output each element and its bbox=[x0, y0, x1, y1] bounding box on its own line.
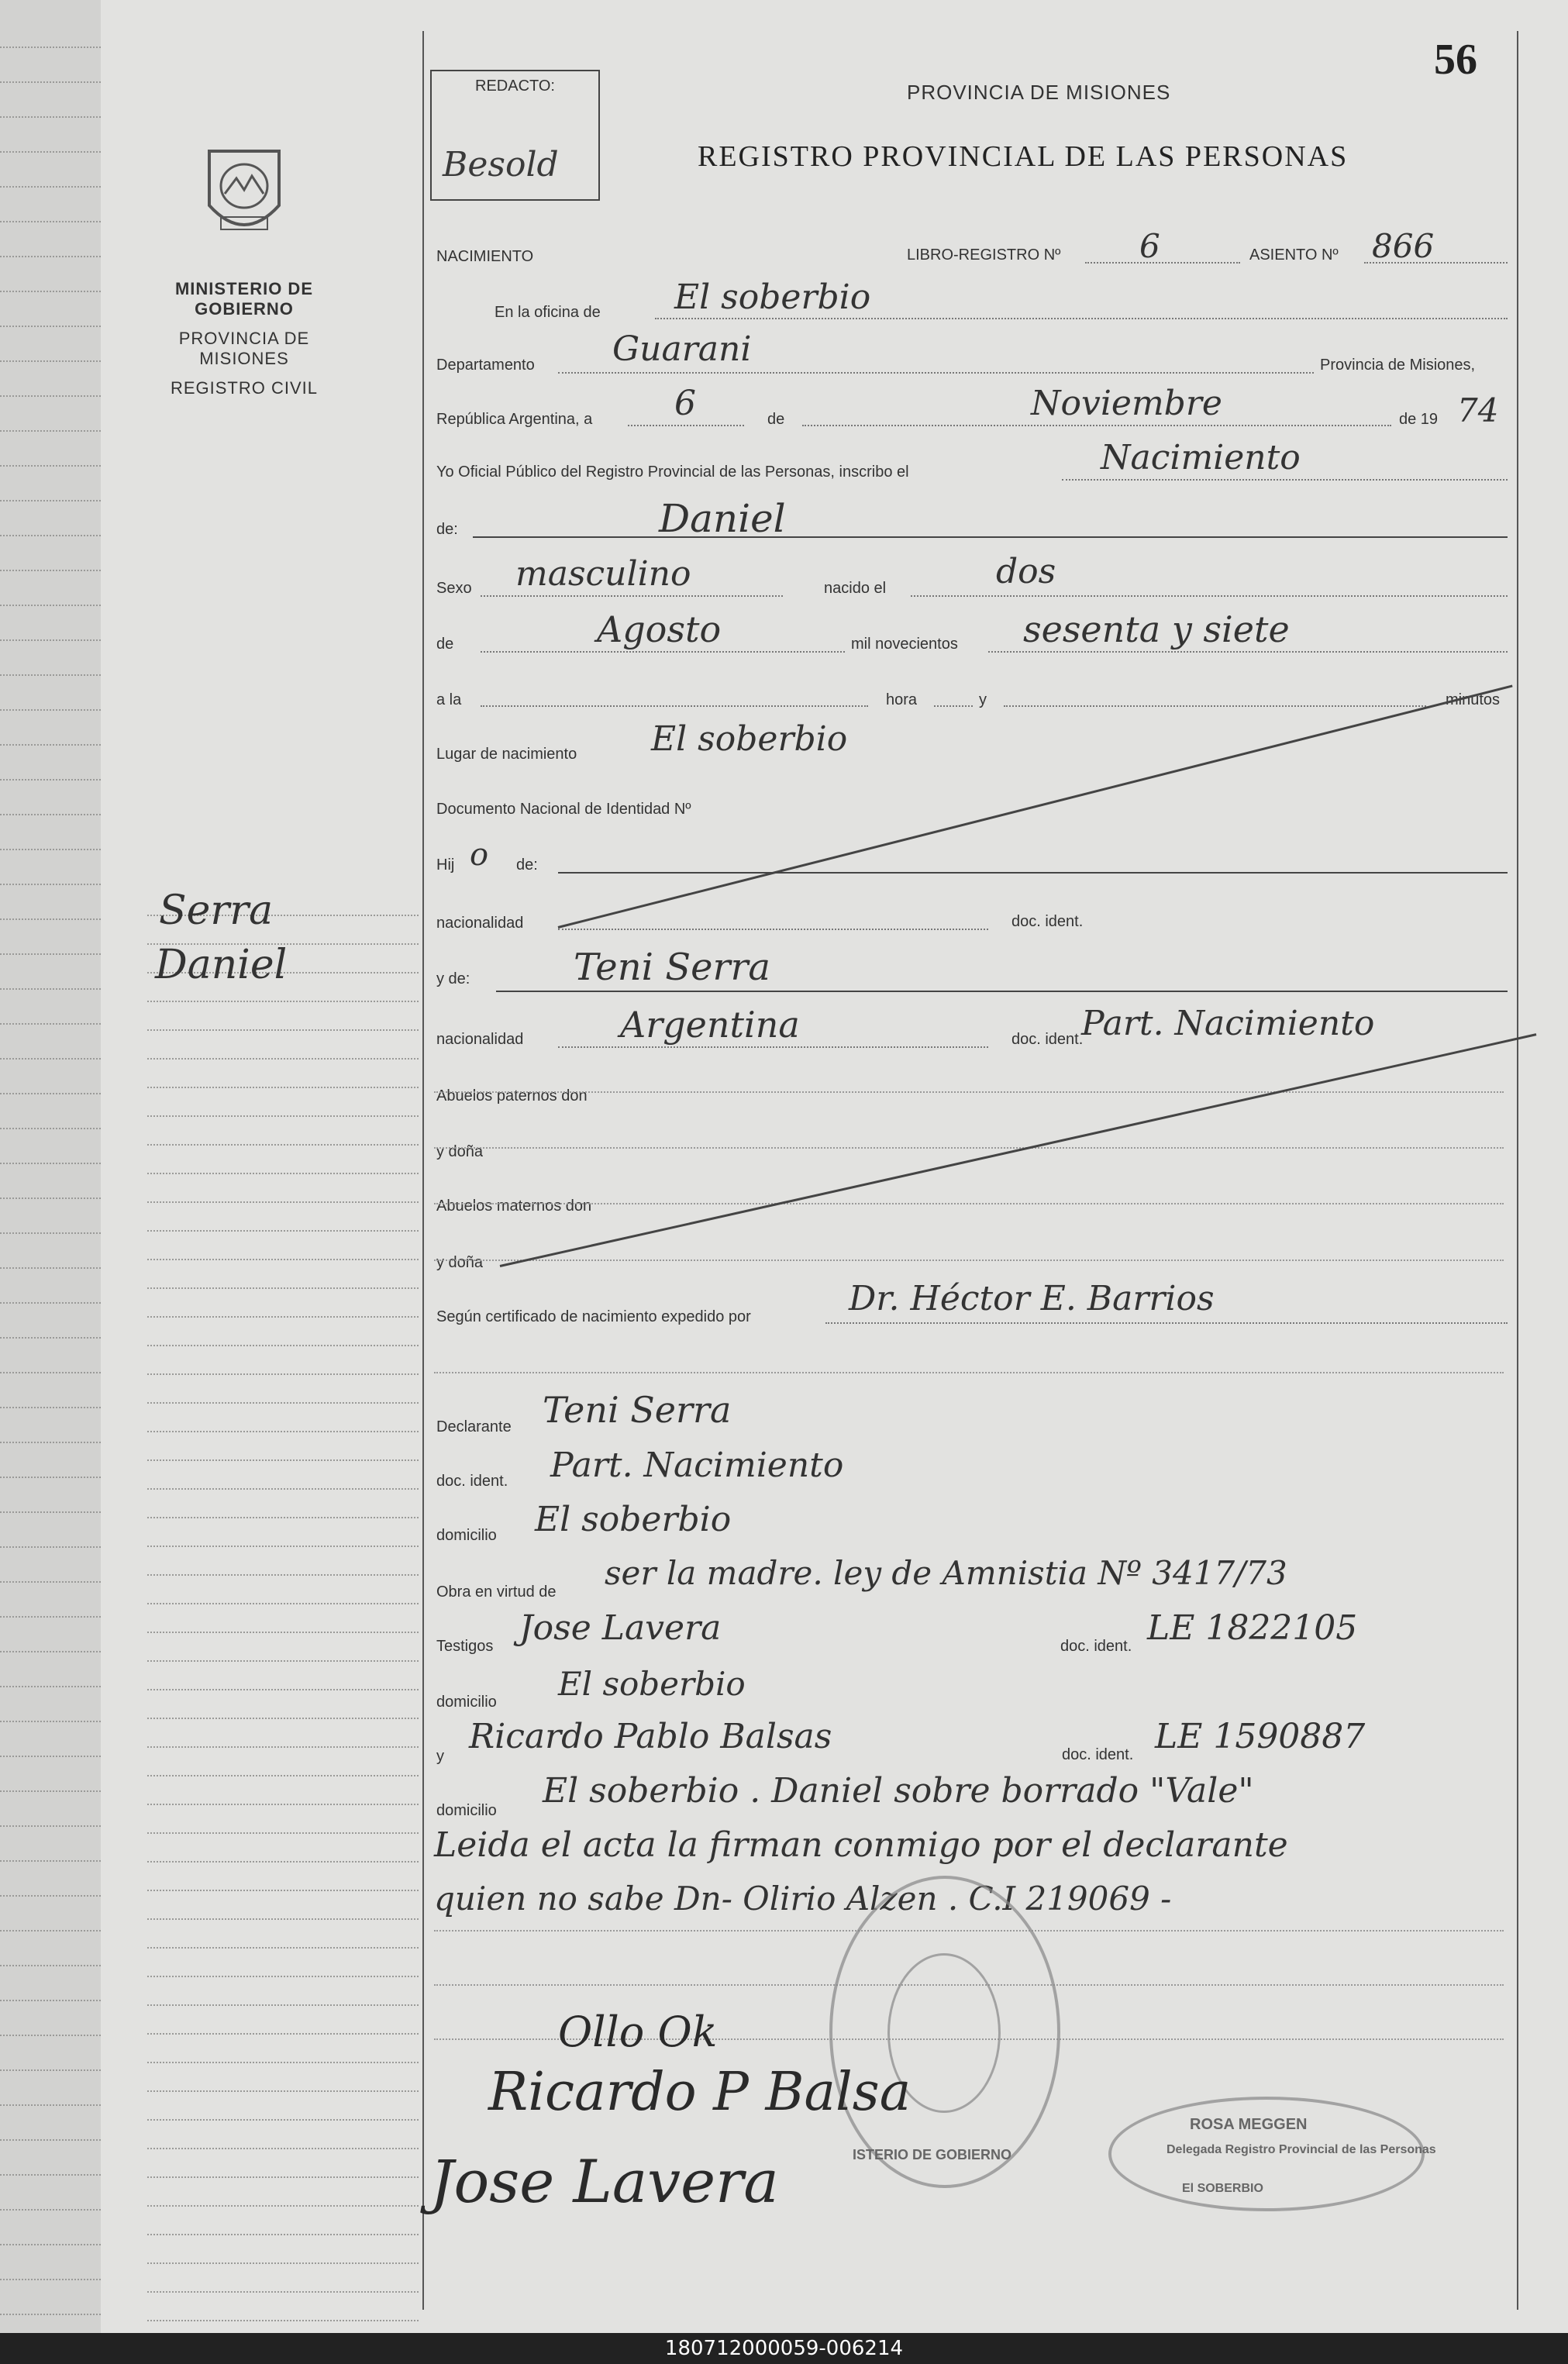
strip-line bbox=[0, 291, 101, 293]
de-label-1: de bbox=[767, 411, 785, 428]
strip-line bbox=[0, 918, 101, 921]
registry-title: REGISTRO PROVINCIAL DE LAS PERSONAS bbox=[698, 140, 1349, 173]
oficina-line bbox=[655, 318, 1508, 319]
strip-line bbox=[0, 1616, 101, 1618]
y-de-madre-label: y de: bbox=[436, 970, 470, 987]
declarante-domicilio-label: domicilio bbox=[436, 1527, 497, 1544]
form-ruled-line bbox=[434, 1372, 1504, 1373]
strip-line bbox=[0, 2035, 101, 2037]
testigo-1-domicilio-value: El soberbio bbox=[558, 1665, 746, 1703]
sexo-line bbox=[481, 595, 783, 597]
margin-line bbox=[147, 1976, 419, 1977]
margin-line bbox=[147, 2205, 419, 2207]
testigo-2-domicilio-value: El soberbio . Daniel sobre borrado "Vale" bbox=[543, 1771, 1254, 1811]
strip-line bbox=[0, 1232, 101, 1235]
stamp-bottom-text: ISTERIO DE GOBIERNO bbox=[853, 2147, 1012, 2162]
margin-line bbox=[147, 1459, 419, 1461]
libro-line bbox=[1085, 262, 1240, 264]
margin-line bbox=[147, 1345, 419, 1346]
margin-line bbox=[147, 1660, 419, 1662]
strip-line bbox=[0, 953, 101, 956]
strip-line bbox=[0, 1756, 101, 1758]
nacionalidad-madre-label: nacionalidad bbox=[436, 1031, 524, 1048]
nacido-label: nacido el bbox=[824, 580, 887, 597]
strip-line bbox=[0, 1790, 101, 1793]
margin-line bbox=[147, 1087, 419, 1088]
margin-line bbox=[147, 2176, 419, 2178]
obra-value: ser la madre. ley de Amnistia Nº 3417/73 bbox=[605, 1554, 1287, 1592]
margin-line bbox=[147, 1488, 419, 1490]
madre-line bbox=[496, 991, 1508, 992]
margin-line bbox=[147, 1001, 419, 1002]
strip-line bbox=[0, 1058, 101, 1060]
lugar-value: El soberbio bbox=[651, 719, 848, 759]
declarante-doc-value: Part. Nacimiento bbox=[550, 1446, 844, 1485]
strip-line bbox=[0, 116, 101, 119]
nacionalidad-madre-value: Argentina bbox=[620, 1004, 800, 1046]
provincia-label: Provincia de Misiones, bbox=[1320, 357, 1476, 374]
hijo-suffix-value: o bbox=[470, 837, 489, 873]
libro-label: LIBRO-REGISTRO Nº bbox=[907, 246, 1061, 264]
birth-month-line bbox=[481, 651, 845, 653]
margin-line bbox=[147, 1173, 419, 1174]
de-month-label: de bbox=[436, 636, 454, 653]
strip-line bbox=[0, 2139, 101, 2142]
form-ruled-line bbox=[434, 1091, 1504, 1093]
strip-line bbox=[0, 2069, 101, 2072]
testigo-2-domicilio-label: domicilio bbox=[436, 1802, 497, 1819]
margin-line bbox=[147, 1316, 419, 1318]
margin-line bbox=[147, 1115, 419, 1117]
de-padre-label: de: bbox=[516, 856, 538, 874]
lugar-label: Lugar de nacimiento bbox=[436, 746, 577, 763]
declarante-domicilio-value: El soberbio bbox=[535, 1500, 732, 1539]
strip-line bbox=[0, 1511, 101, 1514]
margin-line bbox=[147, 2291, 419, 2293]
strip-line bbox=[0, 2104, 101, 2107]
strip-line bbox=[0, 395, 101, 398]
declarante-value: Teni Serra bbox=[543, 1389, 732, 1431]
form-ruled-line bbox=[434, 1260, 1504, 1261]
strip-line bbox=[0, 221, 101, 223]
margin-line bbox=[147, 1259, 419, 1260]
strip-line bbox=[0, 151, 101, 153]
certificado-value: Dr. Héctor E. Barrios bbox=[849, 1279, 1215, 1318]
strip-line bbox=[0, 814, 101, 816]
oficina-value: El soberbio bbox=[674, 277, 871, 317]
departamento-value: Guarani bbox=[612, 329, 752, 369]
margin-line bbox=[147, 2090, 419, 2092]
certificado-label: Según certificado de nacimiento expedido por bbox=[436, 1308, 751, 1325]
doc-ident-madre-label: doc. ident. bbox=[1011, 1031, 1084, 1048]
strip-line bbox=[0, 430, 101, 432]
strip-line bbox=[0, 1337, 101, 1339]
strip-line bbox=[0, 535, 101, 537]
sexo-value: masculino bbox=[515, 554, 691, 594]
mil-novecientos-label: mil novecientos bbox=[851, 636, 958, 653]
oficina-label: En la oficina de bbox=[495, 304, 601, 321]
obra-label: Obra en virtud de bbox=[436, 1583, 557, 1601]
strip-line bbox=[0, 2279, 101, 2281]
testigo-2-y-label: y bbox=[436, 1748, 444, 1765]
abuela-paterna-label: y doña bbox=[436, 1143, 484, 1160]
margin-line bbox=[147, 2004, 419, 2006]
margin-line bbox=[147, 1373, 419, 1375]
strip-line bbox=[0, 744, 101, 746]
officer-stamp-place: El SOBERBIO bbox=[1182, 2182, 1263, 2195]
nacido-line bbox=[911, 595, 1508, 597]
margin-line bbox=[147, 2062, 419, 2063]
margin-line bbox=[147, 1402, 419, 1404]
republica-label: República Argentina, a bbox=[436, 411, 593, 428]
margin-line bbox=[147, 1058, 419, 1060]
form-ruled-line bbox=[434, 1147, 1504, 1149]
strip-line bbox=[0, 1442, 101, 1444]
strip-line bbox=[0, 1198, 101, 1200]
declarante-doc-label: doc. ident. bbox=[436, 1473, 508, 1490]
strip-line bbox=[0, 1163, 101, 1165]
margin-line bbox=[147, 1431, 419, 1432]
padre-line bbox=[558, 872, 1508, 874]
signature-witness-balsas: Ricardo P Balsa bbox=[488, 2062, 912, 2123]
doc-ident-padre-label: doc. ident. bbox=[1011, 913, 1084, 930]
officer-stamp-name: ROSA MEGGEN bbox=[1190, 2116, 1308, 2133]
margin-line bbox=[147, 1746, 419, 1748]
strip-line bbox=[0, 1267, 101, 1270]
strip-line bbox=[0, 1895, 101, 1897]
doc-madre-value: Part. Nacimiento bbox=[1081, 1004, 1375, 1043]
margin-line bbox=[147, 1890, 419, 1891]
acto-value: Nacimiento bbox=[1101, 438, 1301, 477]
hora-line bbox=[934, 705, 973, 707]
birth-year-value: sesenta y siete bbox=[1023, 608, 1290, 650]
abuelos-paternos-label: Abuelos paternos don bbox=[436, 1087, 588, 1104]
redacto-box bbox=[430, 70, 600, 201]
officer-stamp-title: Delegada Registro Provincial de las Personas bbox=[1167, 2143, 1436, 2156]
a-la-label: a la bbox=[436, 691, 462, 708]
testigo-2-doc-label: doc. ident. bbox=[1062, 1746, 1134, 1763]
ministry-province: PROVINCIA DE MISIONES bbox=[178, 329, 310, 368]
margin-line bbox=[147, 2262, 419, 2264]
testigo-1-value: Jose Lavera bbox=[519, 1608, 722, 1648]
margin-line bbox=[147, 1201, 419, 1203]
asiento-label: ASIENTO Nº bbox=[1249, 246, 1339, 264]
province-coat-of-arms-icon bbox=[202, 143, 287, 248]
margin-line bbox=[147, 2320, 419, 2321]
a-la-line bbox=[481, 705, 868, 707]
strip-line bbox=[0, 47, 101, 49]
strip-line bbox=[0, 1686, 101, 1688]
nacionalidad-padre-label: nacionalidad bbox=[436, 915, 524, 932]
day-line bbox=[628, 425, 744, 426]
sexo-label: Sexo bbox=[436, 580, 472, 597]
strip-line bbox=[0, 2314, 101, 2316]
strip-line bbox=[0, 1407, 101, 1409]
margin-line bbox=[147, 2033, 419, 2035]
margin-line bbox=[147, 1603, 419, 1604]
strip-line bbox=[0, 2000, 101, 2002]
libro-value: 6 bbox=[1139, 227, 1160, 265]
margin-line bbox=[147, 1517, 419, 1518]
strip-line bbox=[0, 465, 101, 467]
testigo-2-doc-value: LE 1590887 bbox=[1155, 1717, 1366, 1756]
margin-line bbox=[147, 1574, 419, 1576]
image-id-footer: 180712000059-006214 bbox=[0, 2333, 1568, 2364]
strip-line bbox=[0, 2244, 101, 2246]
signature-witness-lavera: Jose Lavera bbox=[430, 2147, 779, 2216]
margin-line bbox=[147, 1832, 419, 1834]
month-value: Noviembre bbox=[1031, 384, 1222, 423]
left-page-edge bbox=[0, 0, 103, 2333]
strip-line bbox=[0, 500, 101, 502]
strip-line bbox=[0, 1860, 101, 1863]
strip-line bbox=[0, 849, 101, 851]
testigo-1-doc-label: doc. ident. bbox=[1060, 1638, 1132, 1655]
strip-line bbox=[0, 1093, 101, 1095]
minutos-line bbox=[1004, 705, 1426, 707]
record-type-label: NACIMIENTO bbox=[436, 248, 534, 265]
strip-line bbox=[0, 360, 101, 363]
abuela-materna-label: y doña bbox=[436, 1254, 484, 1271]
redacto-label: REDACTO: bbox=[475, 78, 555, 95]
strip-line bbox=[0, 326, 101, 328]
month-line bbox=[802, 425, 1391, 426]
name-line bbox=[473, 536, 1508, 538]
margin-line bbox=[147, 2234, 419, 2235]
margin-line bbox=[147, 1632, 419, 1633]
strip-line bbox=[0, 1023, 101, 1025]
strip-line bbox=[0, 988, 101, 991]
abuelos-maternos-label: Abuelos maternos don bbox=[436, 1198, 592, 1215]
closing-note-line-2: quien no sabe Dn- Olirio Alzen . C.I 219069 - bbox=[434, 1880, 1172, 1918]
redacto-signature: Besold bbox=[443, 145, 559, 184]
strip-line bbox=[0, 709, 101, 712]
strip-line bbox=[0, 2209, 101, 2211]
margin-line bbox=[147, 1287, 419, 1289]
province-heading: PROVINCIA DE MISIONES bbox=[907, 81, 1171, 104]
strip-line bbox=[0, 186, 101, 188]
strip-line bbox=[0, 639, 101, 642]
margin-line bbox=[147, 1947, 419, 1949]
margin-line bbox=[147, 2119, 419, 2121]
day-value: 6 bbox=[674, 384, 696, 423]
testigo-2-value: Ricardo Pablo Balsas bbox=[469, 1717, 832, 1756]
strip-line bbox=[0, 674, 101, 677]
margin-line bbox=[147, 1230, 419, 1232]
year-value: 74 bbox=[1457, 391, 1499, 429]
strip-line bbox=[0, 1825, 101, 1828]
hijo-label: Hij bbox=[436, 856, 455, 874]
signature-official: Ollo Ok bbox=[558, 2007, 718, 2056]
asiento-value: 866 bbox=[1372, 227, 1435, 265]
dni-label: Documento Nacional de Identidad Nº bbox=[436, 801, 691, 818]
closing-note-line-1: Leida el acta la firman conmigo por el declarante bbox=[434, 1825, 1288, 1865]
strip-line bbox=[0, 1581, 101, 1583]
page-number: 56 bbox=[1434, 36, 1477, 84]
margin-line bbox=[147, 1775, 419, 1776]
margin-surname: Serra bbox=[159, 887, 274, 934]
nacionalidad-madre-line bbox=[558, 1046, 988, 1048]
de-name-label: de: bbox=[436, 521, 458, 538]
strip-line bbox=[0, 1477, 101, 1479]
departamento-line bbox=[558, 372, 1314, 374]
ministry-header bbox=[140, 279, 349, 408]
certificado-line bbox=[825, 1322, 1508, 1324]
strip-line bbox=[0, 1128, 101, 1130]
strip-line bbox=[0, 2174, 101, 2176]
hora-label: hora bbox=[886, 691, 918, 708]
child-name-value: Daniel bbox=[659, 496, 786, 541]
year-prefix-label: de 19 bbox=[1399, 411, 1439, 428]
margin-given-name: Daniel bbox=[155, 942, 288, 988]
margin-line bbox=[147, 2148, 419, 2149]
strip-line bbox=[0, 1930, 101, 1932]
strip-line bbox=[0, 1965, 101, 1967]
strip-line bbox=[0, 779, 101, 781]
strip-line bbox=[0, 81, 101, 84]
margin-line bbox=[147, 1689, 419, 1690]
testigos-label: Testigos bbox=[436, 1638, 494, 1655]
ministry-name: MINISTERIO DE GOBIERNO bbox=[174, 279, 313, 319]
testigo-1-doc-value: LE 1822105 bbox=[1147, 1608, 1358, 1648]
margin-line bbox=[147, 1546, 419, 1547]
margin-line bbox=[147, 1029, 419, 1031]
acto-line bbox=[1062, 479, 1508, 481]
strip-line bbox=[0, 884, 101, 886]
strip-line bbox=[0, 1721, 101, 1723]
minutos-label: minutos bbox=[1446, 691, 1501, 708]
oficial-statement: Yo Oficial Público del Registro Provincial de las Personas, inscribo el bbox=[436, 463, 909, 481]
strip-line bbox=[0, 1302, 101, 1304]
strip-line bbox=[0, 570, 101, 572]
strip-line bbox=[0, 605, 101, 607]
madre-value: Teni Serra bbox=[574, 946, 771, 989]
departamento-label: Departamento bbox=[436, 357, 535, 374]
strip-line bbox=[0, 256, 101, 258]
nacido-day-value: dos bbox=[996, 552, 1056, 591]
nacionalidad-padre-line bbox=[558, 929, 988, 930]
margin-line bbox=[147, 1918, 419, 1920]
ministry-registry: REGISTRO CIVIL bbox=[170, 378, 319, 398]
strip-line bbox=[0, 1372, 101, 1374]
testigo-1-domicilio-label: domicilio bbox=[436, 1694, 497, 1711]
strip-line bbox=[0, 1546, 101, 1549]
margin-line bbox=[147, 1804, 419, 1805]
birth-year-line bbox=[988, 651, 1508, 653]
form-ruled-line bbox=[434, 1203, 1504, 1204]
y-label-hora: y bbox=[979, 691, 987, 708]
birth-month-value: Agosto bbox=[597, 608, 722, 650]
margin-line bbox=[147, 1718, 419, 1719]
margin-line bbox=[147, 1144, 419, 1146]
strip-line bbox=[0, 1651, 101, 1653]
declarante-label: Declarante bbox=[436, 1418, 512, 1435]
margin-line bbox=[147, 1861, 419, 1863]
